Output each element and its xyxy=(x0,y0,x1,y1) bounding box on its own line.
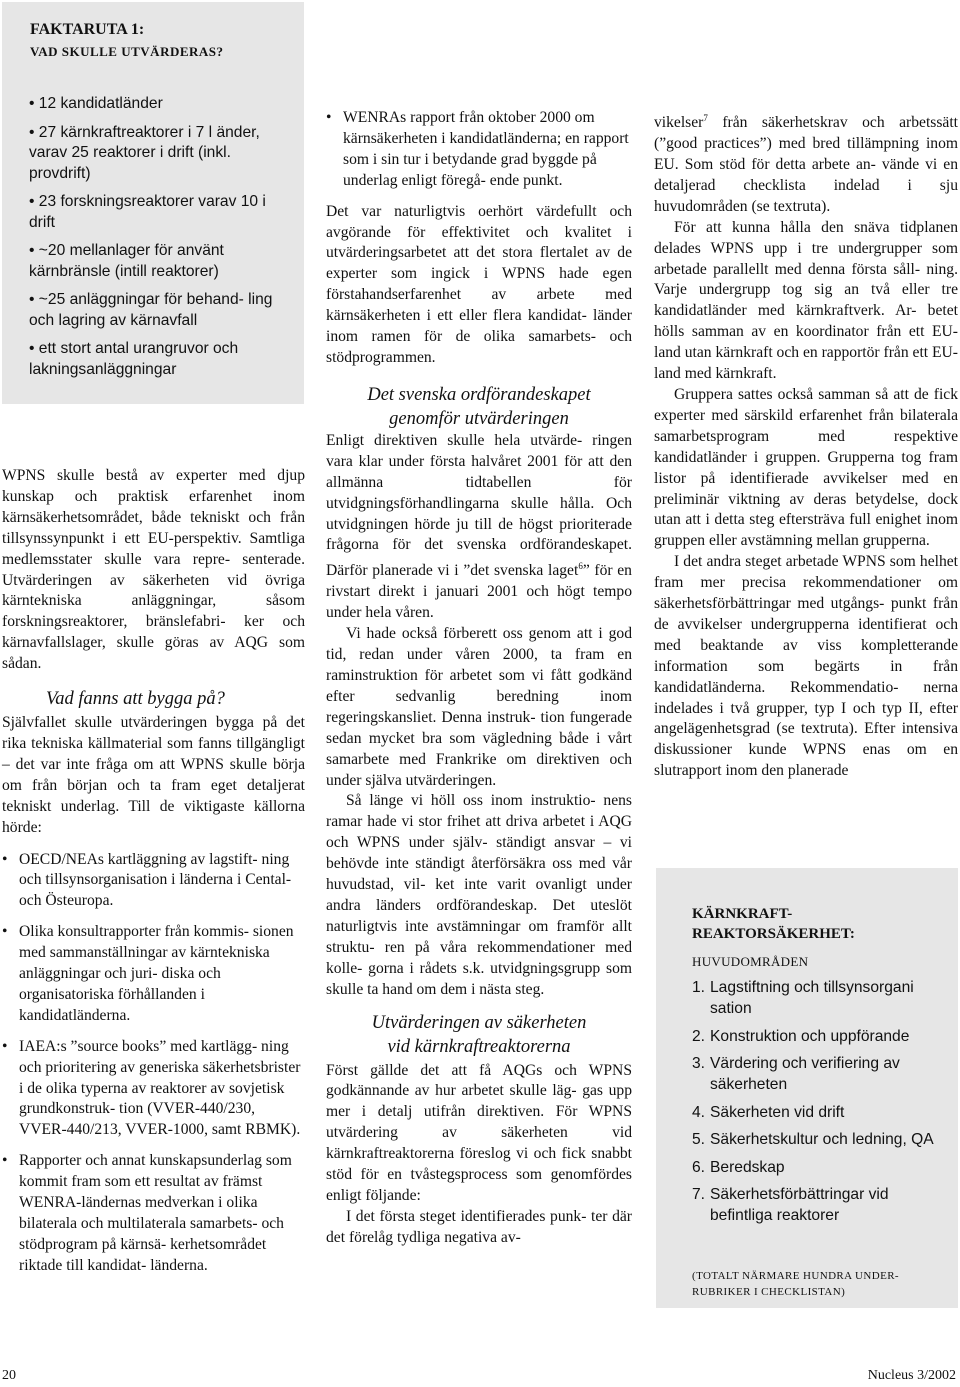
list-item: 7. Säkerhetsförbättringar vid befintliga reaktorer xyxy=(692,1186,889,1224)
factbox-title: FAKTARUTA 1: VAD SKULLE UTVÄRDERAS? xyxy=(30,21,224,59)
paragraph: Självfallet skulle utvärderingen bygga på det rika tekniska källmaterial som fanns tillgängligt – det var inte fråga om att WPNS skulle börja om från början och ta fram eget detaljerat tekniskt underlag. Till de viktigaste källorna hörde: xyxy=(2,714,305,836)
factbox-what-evaluated xyxy=(2,2,304,404)
list-item: • ~25 anläggningar för behand- ling och lagring av kärnavfall xyxy=(29,291,273,329)
list-item: 5. Säkerhetskultur och ledning, QA xyxy=(692,1131,934,1148)
list-item: 1. Lagstiftning och tillsynsorgani sation xyxy=(692,979,914,1017)
list-item: • Olika konsultrapporter från kommis- sionen med sammanställningar av kärntekniska anläggningar och juri- diska och organisatoriska förhållanden i kandidatländerna. xyxy=(2,922,305,1027)
footnote-ref: 7 xyxy=(703,113,708,123)
section-heading: Det svenska ordförandeskapet genomför utvärderingen xyxy=(367,384,591,429)
section-heading: Utvärderingen av säkerheten vid kärnkraftreaktorerna xyxy=(371,1012,587,1057)
paragraph: För att kunna hålla den snäva tidplanen delades WPNS upp i tre undergrupper som arbetade parallellt med denna första såll- ning. Varje undergrupp tog sig an två eller tre kandidatländer med kärnkraftverk. Ar- betet hölls samman av en koordinator från ett EU-land utan kärnkraft och en rapportör från ett EU-land med kärnkraft. xyxy=(654,218,958,383)
footnote-ref: 6 xyxy=(578,561,583,572)
factbox-note: (TOTALT NÄRMARE HUNDRA UNDER- RUBRIKER I CHECKLISTAN) xyxy=(692,1270,899,1298)
list-item: • 23 forskningsreaktorer varav 10 i drift xyxy=(29,193,266,231)
factbox-subtitle: HUVUDOMRÅDEN xyxy=(692,954,809,969)
list-item: • IAEA:s ”source books” med kartlägg- ning och prioritering av generiska säkerhetsbrister i de olika typerna av reaktorer av sovjetisk grundkonstruk- tion (VVER-440/230, VVER-440/213, VVER-1000, samt RBMK). xyxy=(2,1037,305,1142)
list-item: • Rapporter och annat kunskapsunderlag som kommit fram som ett resultat av främst WENRA-ländernas medverkan i olika bilaterala och multilaterala samarbets- och stödprogram på kärnsä- kerhetsområdet riktade till kandidat- länderna. xyxy=(2,1151,305,1276)
paragraph: Enligt direktiven skulle hela utvärde- ringen vara klar under första halvåret 2001 för att den allmänna tidtabellen för utvidgningsförhandlingarna skulle hålla. Och utvidgningen hörde ju till de högst prioriterade frågorna för det svenska ordförandeskapet. Därför planerade vi i ”det svenska laget$^6$” för en rivstart direkt i januari 2001 och högt tempo under hela våren. xyxy=(326,431,632,622)
paragraph: Först gällde det att få AQGs och WPNS godkännande av hur arbetet skulle läg- gas upp mer i detalj utifrån direktiven. För WPNS utvärdering av säkerheten vid kärnkraftreaktorerna föreslog vi och fick snabbt stöd för en tvåstegsprocess som genomfördes enligt följande: xyxy=(326,1061,632,1204)
column-3 xyxy=(654,108,958,782)
factbox-reactor-safety xyxy=(656,868,958,1308)
list-item: • ett stort antal urangruvor och lakningsanläggningar xyxy=(29,340,239,378)
factbox-list xyxy=(29,94,289,388)
paragraph: Vi hade också förberett oss genom att i god tid, redan under våren 2000, ta fram en raminstruktion för arbetet som vi fått godkänd efter sedvanlig beredning inom regeringskansliet. Denna instruk- tion fungerade sedan mycket bra som vägledning både i vårt samarbete med Frankrike om direktiven och under själva utvärderingen. xyxy=(326,625,632,789)
list-item: 2. Konstruktion och uppförande xyxy=(692,1027,910,1045)
list-item: • ~20 mellanlager för använt kärnbränsle (intill reaktorer) xyxy=(29,242,224,280)
page-number: 20 xyxy=(2,1368,16,1383)
sources-list xyxy=(2,850,305,1277)
paragraph: Så länge vi höll oss inom instruktio- nens ramar hade vi stor frihet att driva arbetet i AQG och WPNS under själv- ständigt ansvar – vi behövde inte ständigt återförsäkra oss med vår huvudstad, vil- ket inte varit ovanligt under andra länders ordförandeskap. Det uteslöt naturligtvis inte avstämningar om framför allt struktu- ren på våra rekommendationer med kolle- gorna i rådets s.k. utvidgningsgrupp som skulle ta hand om dem i nästa steg. xyxy=(326,792,632,998)
paragraph: Det var naturligtvis oerhört värdefullt och avgörande för effektivitet och kvalitet i utvärderingsarbetet att det stora flertalet av de experter som ingick i WPNS hade egen förstahandserfarenhet av arbete med kärnsäkerheten i ett eller flera kandidat- länder inom ramen för de olika samarbets- och stödprogrammen. xyxy=(326,202,632,366)
list-item: • OECD/NEAs kartläggning av lagstift- ning och tillsynsorganisation i länderna i Cental- och Östeuropa. xyxy=(2,850,305,913)
list-item: 3. Värdering och verifiering av säkerheten xyxy=(692,1055,900,1093)
list-item: • 27 kärnkraftreaktorer i 7 l änder, varav 25 reaktorer i drift (inkl. provdrift) xyxy=(29,123,260,182)
column-1 xyxy=(2,466,305,1287)
section-heading: Vad fanns att bygga på? xyxy=(46,689,225,710)
wenra-list xyxy=(326,108,632,192)
list-item: • WENRAs rapport från oktober 2000 om kärnsäkerheten i kandidatländerna; en rapport som i sin tur i betydande grad byggde på underlag enligt föregå- ende punkt. xyxy=(326,108,632,192)
factbox-title: KÄRNKRAFT- REAKTORSÄKERHET: xyxy=(692,906,855,942)
list-item: 4. Säkerheten vid drift xyxy=(692,1103,845,1121)
column-2 xyxy=(326,108,632,1249)
list-item: 6. Beredskap xyxy=(692,1158,785,1176)
paragraph: Gruppera sattes också samman så att de fick experter med särskild erfarenhet från bilaterala samarbetsprogram med respektive kandidatländer i gruppen. Grupperna tog fram listor på identifierade avvikelser med en preliminär viktning av deras betydelse, dock utan att i detta steg eftersträva full enighet inom gruppen eller avstämning mellan grupperna. xyxy=(654,385,958,550)
paragraph: WPNS skulle bestå av experter med djup kunskap och praktisk erfarenhet inom kärnsäkerhetsområdet, både tekniskt och från tillsynssynpunkt i ett EU-perspektiv. Samtliga medlemsstater skulle vara repre- senterade. Utvärderingen av säkerheten vid övriga kärntekniska anläggningar, såsom forskningsreaktorer, bränslefabri- ker och kärnavfallslager, skulle göras av AQG som sådan. xyxy=(2,467,305,673)
paragraph: I det första steget identifierades punk- ter där det förelåg tydliga negativa av- xyxy=(326,1207,632,1246)
paragraph: I det andra steget arbetade WPNS som helhet fram mer precisa rekommendationer om säkerhetsförbättringar med utgångs- punkt från de avvikelser undergrupperna identifierat och med beaktande av viss kompletterande information som begärts in från kandidatländerna. Rekommendatio- nerna indelades i två grupper, typ I och typ II, efter angelägenhetsgrad (se textruta). Efter intensiva diskussioner kunde WPNS enas om en slutrapport inom den planerade xyxy=(654,553,958,780)
publication-name: Nucleus 3/2002 xyxy=(867,1368,956,1383)
paragraph: vikelser$^7$ från säkerhetskrav och arbetssätt (”good practices”) med bred tillämpning inom EU. Som stöd för detta arbete an- vände vi en detaljerad checklista indelad i sju huvudområden (se textruta). xyxy=(654,113,958,215)
main-areas-list xyxy=(692,977,942,1233)
list-item: • 12 kandidatländer xyxy=(29,95,163,112)
